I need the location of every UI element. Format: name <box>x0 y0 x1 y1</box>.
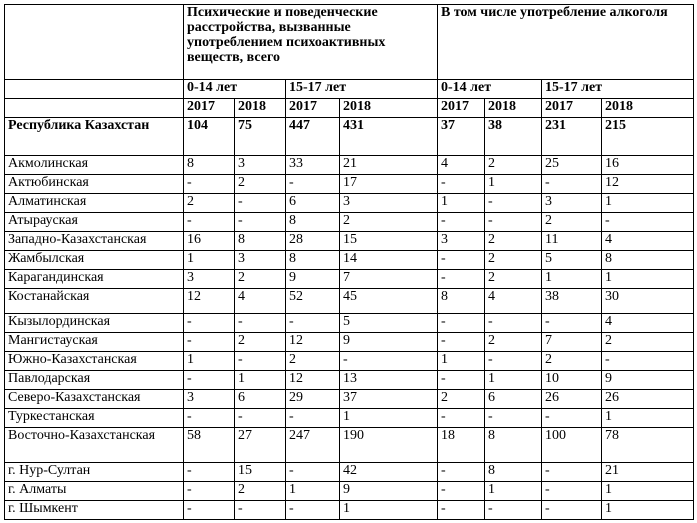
value-cell: - <box>438 213 485 232</box>
value-cell: 247 <box>286 428 340 463</box>
value-cell: 37 <box>340 390 438 409</box>
header-year-cell: 2018 <box>602 99 694 118</box>
value-cell: 6 <box>235 390 286 409</box>
value-cell: 25 <box>542 156 602 175</box>
value-cell: 4 <box>602 232 694 251</box>
table-row <box>5 232 694 251</box>
header-age-15-17: 15-17 лет <box>286 80 438 99</box>
region-name-cell: Павлодарская <box>5 371 184 390</box>
region-name-cell: Туркестанская <box>5 409 184 428</box>
value-cell: 18 <box>438 428 485 463</box>
value-cell: 1 <box>340 501 438 520</box>
value-cell: - <box>438 371 485 390</box>
header-row-ages <box>5 80 694 99</box>
header-year-cell: 2017 <box>542 99 602 118</box>
region-name-cell: Мангистауская <box>5 333 184 352</box>
value-cell: 1 <box>340 409 438 428</box>
value-cell: - <box>438 270 485 289</box>
value-cell: 9 <box>286 270 340 289</box>
value-cell: 8 <box>286 251 340 270</box>
region-name-cell: Западно-Казахстанская <box>5 232 184 251</box>
value-cell: - <box>485 194 542 213</box>
value-cell: - <box>286 175 340 194</box>
value-cell: - <box>235 409 286 428</box>
value-cell: - <box>184 501 235 520</box>
region-name-cell: Акмолинская <box>5 156 184 175</box>
table-row <box>5 194 694 213</box>
value-cell: 2 <box>286 352 340 371</box>
value-cell: - <box>438 175 485 194</box>
table-row <box>5 333 694 352</box>
value-cell: - <box>184 371 235 390</box>
header-year-cell: 2017 <box>184 99 235 118</box>
value-cell: 1 <box>602 270 694 289</box>
value-cell: 9 <box>340 482 438 501</box>
value-cell: 4 <box>485 289 542 314</box>
value-cell: 3 <box>340 194 438 213</box>
value-cell: - <box>438 463 485 482</box>
header-year-cell: 2017 <box>438 99 485 118</box>
header-group-alcohol: В том числе употребление алкоголя <box>438 5 694 80</box>
value-cell: 4 <box>235 289 286 314</box>
value-cell: - <box>485 352 542 371</box>
value-cell: - <box>542 409 602 428</box>
table-row <box>5 118 694 156</box>
value-cell: 6 <box>485 390 542 409</box>
value-cell: 3 <box>184 390 235 409</box>
value-cell: 52 <box>286 289 340 314</box>
value-cell: 190 <box>340 428 438 463</box>
table-row <box>5 251 694 270</box>
value-cell: 1 <box>286 482 340 501</box>
value-cell: 2 <box>602 333 694 352</box>
region-name-cell: Жамбылская <box>5 251 184 270</box>
value-cell: - <box>485 213 542 232</box>
value-cell: - <box>184 175 235 194</box>
value-cell: - <box>286 463 340 482</box>
value-cell: 104 <box>184 118 235 156</box>
value-cell: 15 <box>235 463 286 482</box>
value-cell: 4 <box>602 314 694 333</box>
value-cell: 231 <box>542 118 602 156</box>
value-cell: - <box>184 482 235 501</box>
value-cell: - <box>286 314 340 333</box>
value-cell: 3 <box>235 251 286 270</box>
value-cell: 11 <box>542 232 602 251</box>
value-cell: 30 <box>602 289 694 314</box>
value-cell: 75 <box>235 118 286 156</box>
value-cell: - <box>438 501 485 520</box>
value-cell: 16 <box>184 232 235 251</box>
value-cell: 4 <box>438 156 485 175</box>
header-row-years <box>5 99 694 118</box>
value-cell: 6 <box>286 194 340 213</box>
region-name-cell: г. Алматы <box>5 482 184 501</box>
value-cell: - <box>542 175 602 194</box>
value-cell: - <box>542 501 602 520</box>
region-name-cell: г. Шымкент <box>5 501 184 520</box>
value-cell: 33 <box>286 156 340 175</box>
value-cell: 2 <box>235 175 286 194</box>
header-corner-cell <box>5 80 184 99</box>
value-cell: 431 <box>340 118 438 156</box>
value-cell: 2 <box>485 232 542 251</box>
value-cell: - <box>542 314 602 333</box>
header-group-total: Психические и поведенческие расстройства, вызванные употреблением психоактивных веществ, всего <box>184 5 438 80</box>
value-cell: 38 <box>485 118 542 156</box>
value-cell: - <box>235 314 286 333</box>
value-cell: 12 <box>286 333 340 352</box>
table-row <box>5 482 694 501</box>
region-name-cell: Атырауская <box>5 213 184 232</box>
table-row <box>5 463 694 482</box>
value-cell: - <box>438 482 485 501</box>
value-cell: 10 <box>542 371 602 390</box>
value-cell: 12 <box>184 289 235 314</box>
header-corner-cell <box>5 5 184 80</box>
value-cell: 12 <box>602 175 694 194</box>
value-cell: 8 <box>485 428 542 463</box>
value-cell: 1 <box>235 371 286 390</box>
value-cell: 1 <box>602 482 694 501</box>
value-cell: 215 <box>602 118 694 156</box>
value-cell: 3 <box>438 232 485 251</box>
value-cell: 2 <box>184 194 235 213</box>
value-cell: 1 <box>485 482 542 501</box>
header-age-0-14-alcohol: 0-14 лет <box>438 80 542 99</box>
value-cell: 1 <box>602 501 694 520</box>
value-cell: 5 <box>542 251 602 270</box>
value-cell: - <box>184 314 235 333</box>
value-cell: 7 <box>542 333 602 352</box>
table-row <box>5 371 694 390</box>
value-cell: 14 <box>340 251 438 270</box>
region-name-cell: Алматинская <box>5 194 184 213</box>
value-cell: - <box>235 501 286 520</box>
value-cell: 3 <box>542 194 602 213</box>
value-cell: 3 <box>235 156 286 175</box>
value-cell: 38 <box>542 289 602 314</box>
region-name-cell: Республика Казахстан <box>5 118 184 156</box>
value-cell: 78 <box>602 428 694 463</box>
value-cell: 16 <box>602 156 694 175</box>
value-cell: 21 <box>602 463 694 482</box>
value-cell: - <box>485 501 542 520</box>
value-cell: 13 <box>340 371 438 390</box>
value-cell: 28 <box>286 232 340 251</box>
header-year-cell: 2018 <box>340 99 438 118</box>
value-cell: 1 <box>602 409 694 428</box>
region-name-cell: Актюбинская <box>5 175 184 194</box>
table-row <box>5 270 694 289</box>
value-cell: 1 <box>438 352 485 371</box>
value-cell: - <box>602 213 694 232</box>
header-age-15-17-alcohol: 15-17 лет <box>542 80 694 99</box>
value-cell: 42 <box>340 463 438 482</box>
value-cell: 2 <box>485 251 542 270</box>
region-name-cell: г. Нур-Султан <box>5 463 184 482</box>
statistics-table <box>4 4 694 520</box>
value-cell: 8 <box>438 289 485 314</box>
header-year-cell: 2018 <box>235 99 286 118</box>
value-cell: - <box>340 352 438 371</box>
region-name-cell: Северо-Казахстанская <box>5 390 184 409</box>
value-cell: 1 <box>485 371 542 390</box>
value-cell: - <box>485 314 542 333</box>
value-cell: 2 <box>235 270 286 289</box>
value-cell: 2 <box>485 156 542 175</box>
value-cell: 45 <box>340 289 438 314</box>
value-cell: 2 <box>235 482 286 501</box>
value-cell: 15 <box>340 232 438 251</box>
value-cell: 26 <box>602 390 694 409</box>
value-cell: 1 <box>602 194 694 213</box>
value-cell: - <box>602 352 694 371</box>
header-age-0-14: 0-14 лет <box>184 80 286 99</box>
value-cell: 3 <box>184 270 235 289</box>
value-cell: 8 <box>485 463 542 482</box>
value-cell: 17 <box>340 175 438 194</box>
value-cell: 12 <box>286 371 340 390</box>
value-cell: 1 <box>184 251 235 270</box>
value-cell: - <box>235 194 286 213</box>
value-cell: 2 <box>542 213 602 232</box>
value-cell: 7 <box>340 270 438 289</box>
value-cell: - <box>542 463 602 482</box>
value-cell: 100 <box>542 428 602 463</box>
value-cell: 2 <box>438 390 485 409</box>
header-year-cell: 2018 <box>485 99 542 118</box>
value-cell: 26 <box>542 390 602 409</box>
value-cell: 37 <box>438 118 485 156</box>
table-row <box>5 428 694 463</box>
value-cell: 1 <box>438 194 485 213</box>
header-corner-cell <box>5 99 184 118</box>
value-cell: 27 <box>235 428 286 463</box>
table-row <box>5 213 694 232</box>
header-row-groups <box>5 5 694 80</box>
table-row <box>5 289 694 314</box>
value-cell: 2 <box>542 352 602 371</box>
table-row <box>5 409 694 428</box>
value-cell: 29 <box>286 390 340 409</box>
region-name-cell: Кызылординская <box>5 314 184 333</box>
value-cell: - <box>184 463 235 482</box>
value-cell: 8 <box>286 213 340 232</box>
value-cell: 1 <box>485 175 542 194</box>
value-cell: 9 <box>340 333 438 352</box>
region-name-cell: Карагандинская <box>5 270 184 289</box>
table-row <box>5 314 694 333</box>
value-cell: 2 <box>485 333 542 352</box>
value-cell: - <box>286 409 340 428</box>
value-cell: 8 <box>235 232 286 251</box>
value-cell: - <box>184 409 235 428</box>
value-cell: - <box>438 333 485 352</box>
value-cell: - <box>184 213 235 232</box>
table-row <box>5 390 694 409</box>
value-cell: 1 <box>542 270 602 289</box>
table-row <box>5 156 694 175</box>
value-cell: 447 <box>286 118 340 156</box>
value-cell: - <box>235 352 286 371</box>
value-cell: 2 <box>235 333 286 352</box>
value-cell: - <box>438 251 485 270</box>
value-cell: 5 <box>340 314 438 333</box>
region-name-cell: Восточно-Казахстанская <box>5 428 184 463</box>
value-cell: 1 <box>184 352 235 371</box>
region-name-cell: Костанайская <box>5 289 184 314</box>
table-row <box>5 352 694 371</box>
value-cell: 21 <box>340 156 438 175</box>
value-cell: 9 <box>602 371 694 390</box>
value-cell: 8 <box>184 156 235 175</box>
value-cell: 58 <box>184 428 235 463</box>
header-year-cell: 2017 <box>286 99 340 118</box>
value-cell: 2 <box>485 270 542 289</box>
value-cell: - <box>235 213 286 232</box>
value-cell: 2 <box>340 213 438 232</box>
value-cell: - <box>485 409 542 428</box>
table-row <box>5 501 694 520</box>
value-cell: - <box>542 482 602 501</box>
table-row <box>5 175 694 194</box>
value-cell: - <box>184 333 235 352</box>
value-cell: - <box>438 314 485 333</box>
value-cell: 8 <box>602 251 694 270</box>
region-name-cell: Южно-Казахстанская <box>5 352 184 371</box>
value-cell: - <box>286 501 340 520</box>
value-cell: - <box>438 409 485 428</box>
